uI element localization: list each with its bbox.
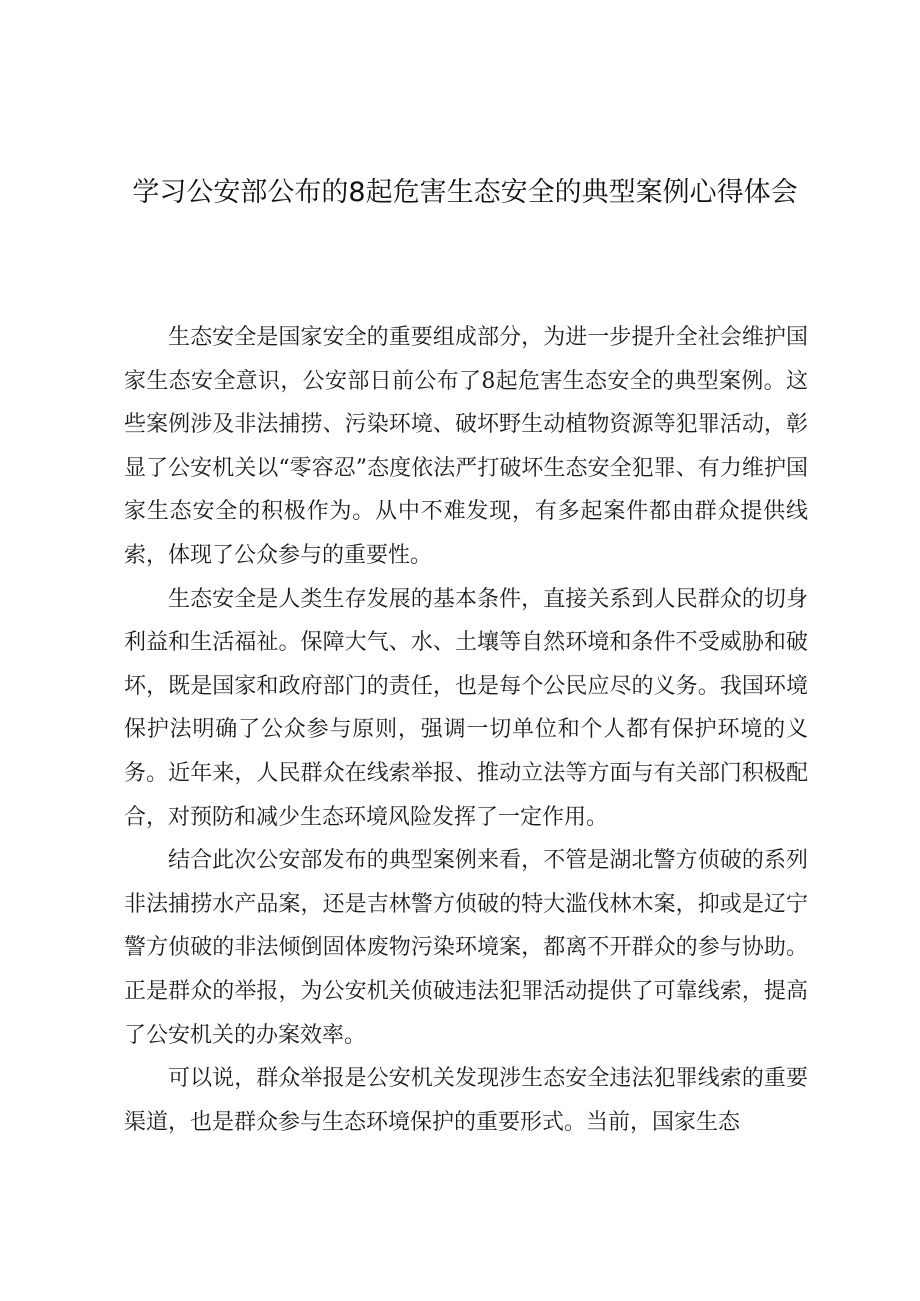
document-body (124, 316, 808, 1144)
body-paragraph: 可以说，群众举报是公安机关发现涉生态安全违法犯罪线索的重要渠道，也是群众参与生态环境保护的重要形式。当前，国家生态 (124, 1066, 808, 1135)
body-paragraph: 结合此次公安部发布的典型案例来看，不管是湖北警方侦破的系列非法捕捞水产品案，还是吉林警方侦破的特大滥伐林木案，抑或是辽宁警方侦破的非法倾倒固体废物污染环境案，都离不开群众的参与协助。正是群众的举报，为公安机关侦破违法犯罪活动提供了可靠线索，提高了公安机关的办案效率。 (124, 848, 808, 1048)
body-paragraph: 生态安全是人类生存发展的基本条件，直接关系到人民群众的切身利益和生活福祉。保障大气、水、土壤等自然环境和条件不受威胁和破坏，既是国家和政府部门的责任，也是每个公民应尽的义务。我国环境保护法明确了公众参与原则，强调一切单位和个人都有保护环境的义务。近年来，人民群众在线索举报、推动立法等方面与有关部门积极配合，对预防和减少生态环境风险发挥了一定作用。 (124, 586, 808, 830)
document-title: 学习公安部公布的8起危害生态安全的典型案例心得体会 (132, 177, 798, 208)
body-paragraph: 生态安全是国家安全的重要组成部分，为进一步提升全社会维护国家生态安全意识，公安部日前公布了8起危害生态安全的典型案例。这些案例涉及非法捕捞、污染环境、破坏野生动植物资源等犯罪活动，彰显了公安机关以“零容忍”态度依法严打破坏生态安全犯罪、有力维护国家生态安全的积极作为。从中不难发现，有多起案件都由群众提供线索，体现了公众参与的重要性。 (124, 325, 808, 568)
